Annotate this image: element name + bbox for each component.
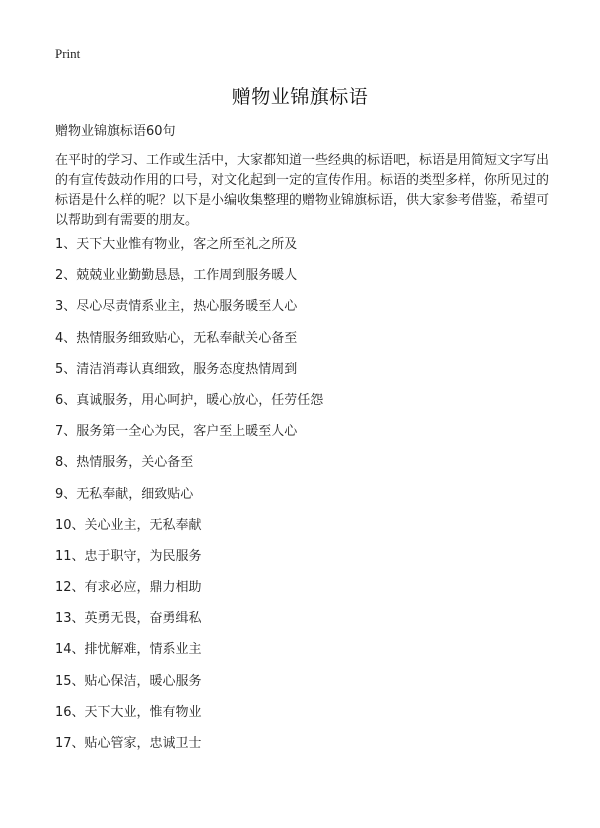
slogan-item: 1、天下大业惟有物业，客之所至礼之所及 [55, 237, 298, 252]
slogan-item: 16、天下大业，惟有物业 [55, 704, 202, 720]
slogan-item: 8、热情服务，关心备至 [55, 455, 194, 471]
slogan-item: 15、贴心保洁，暖心服务 [55, 673, 202, 689]
slogan-item: 4、热情服务细致贴心，无私奉献关心备至 [55, 330, 298, 346]
slogan-item: 14、排忧解难，情系业主 [55, 642, 202, 658]
slogan-item: 5、清洁消毒认真细致，服务态度热情周到 [55, 361, 298, 377]
slogan-item: 2、兢兢业业勤勤恳恳，工作周到服务暖人 [55, 268, 298, 284]
slogan-item: 12、有求必应，鼎力相助 [55, 580, 202, 596]
slogan-item: 13、英勇无畏，奋勇缉私 [55, 611, 202, 627]
slogan-item: 3、尽心尽责情系业主，热心服务暖至人心 [55, 299, 298, 315]
slogan-item: 11、忠于职守，为民服务 [55, 548, 202, 564]
page-title: 赠物业锦旗标语 [231, 86, 369, 108]
slogan-list [55, 237, 323, 767]
slogan-item: 9、无私奉献，细致贴心 [55, 486, 194, 502]
slogan-item: 6、真诚服务，用心呵护，暖心放心，任劳任怨 [55, 392, 324, 408]
intro-paragraph: 在平时的学习、工作或生活中，大家都知道一些经典的标语吧，标语是用简短文字写出的有宣传鼓动作用的口号，对文化起到一定的宣传作用。标语的类型多样，你所见过的标语是什么样的呢？以下是小编收集整理的赠物业锦旗标语，供大家参考借鉴，希望可以帮助到有需要的朋友。 [55, 153, 550, 228]
article-subtitle: 赠物业锦旗标语60句 [55, 124, 176, 139]
print-link[interactable]: Print [55, 46, 81, 61]
slogan-item: 10、关心业主，无私奉献 [55, 517, 202, 533]
slogan-item: 17、贴心管家，忠诚卫士 [55, 736, 202, 751]
slogan-item: 7、服务第一全心为民，客户至上暖至人心 [55, 424, 298, 440]
